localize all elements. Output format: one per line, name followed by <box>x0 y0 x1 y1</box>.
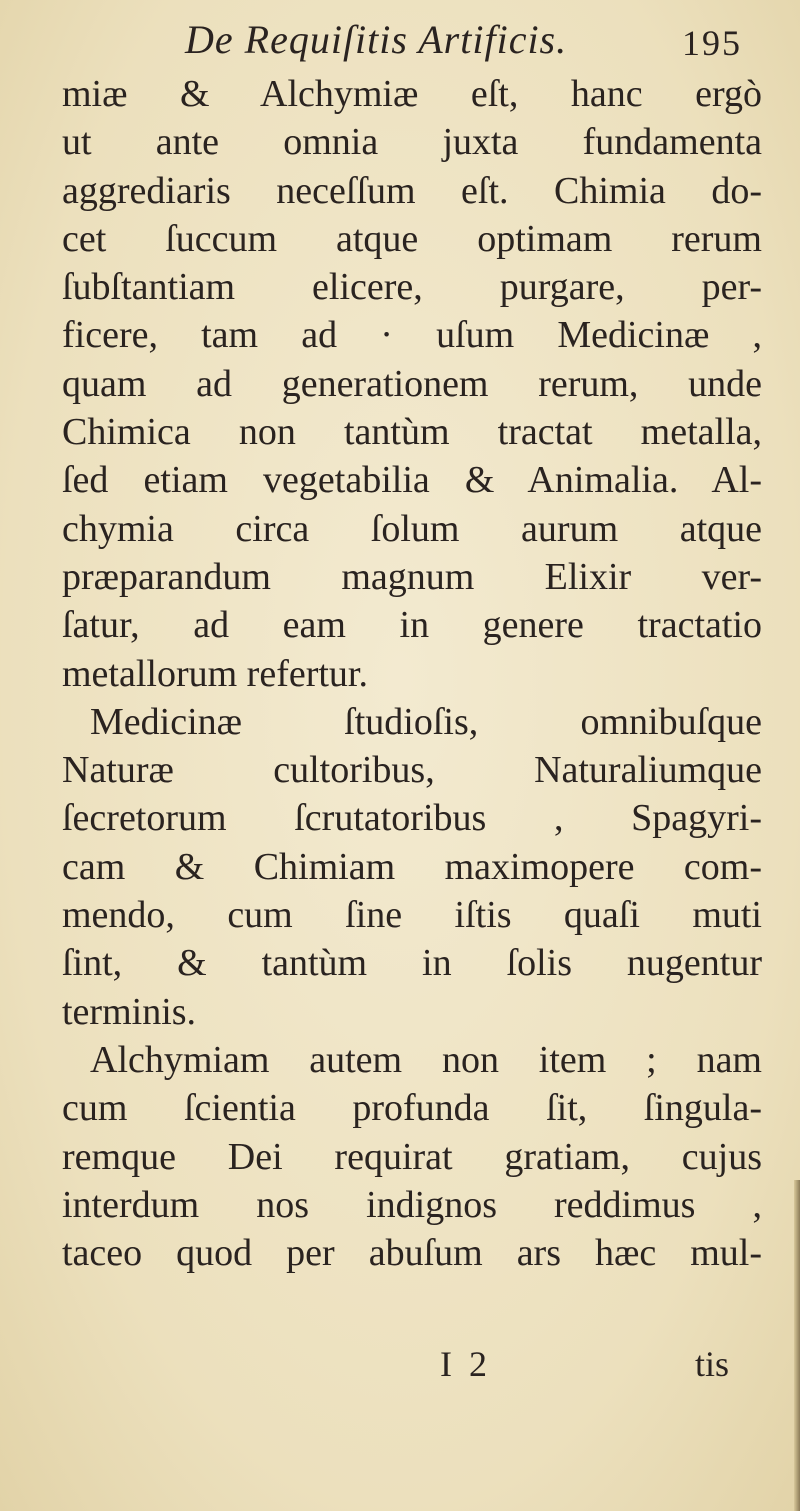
text-line: ut ante omnia juxta fundamenta <box>62 121 762 164</box>
paragraph-start-line: Medicinæ ſtudioſis, omnibuſque <box>90 700 762 743</box>
text-line: interdum nos indignos reddimus , <box>62 1183 762 1226</box>
paragraph-end-line: terminis. <box>62 990 197 1033</box>
signature-mark: I 2 <box>440 1344 491 1384</box>
text-line: chymia circa ſolum aurum atque <box>62 507 762 550</box>
text-line: præparandum magnum Elixir ver- <box>62 555 762 598</box>
page-number: 195 <box>682 23 742 63</box>
text-line: quam ad generationem rerum, unde <box>62 362 762 405</box>
text-line: Naturæ cultoribus, Naturaliumque <box>62 749 762 792</box>
text-line: cet ſuccum atque optimam rerum <box>62 217 762 260</box>
text-line: miæ & Alchymiæ eſt, hanc ergò <box>62 73 762 115</box>
catchword: tis <box>695 1344 730 1384</box>
text-line: ſecretorum ſcrutatoribus , Spagyri- <box>62 797 762 840</box>
text-line: ſatur, ad eam in genere tractatio <box>62 604 762 647</box>
page-header <box>0 12 800 72</box>
paragraph-end-line: metallorum refertur. <box>62 652 368 695</box>
text-line: cam & Chimiam maximopere com- <box>62 845 762 888</box>
text-line: ſubſtantiam elicere, purgare, per- <box>62 266 762 309</box>
text-line: ſed etiam vegetabilia & Animalia. Al- <box>62 459 762 502</box>
running-head: De Requiſitis Artificis. <box>185 17 568 62</box>
text-line: ſint, & tantùm in ſolis nugentur <box>62 942 762 985</box>
text-line: ficere, tam ad · uſum Medicinæ , <box>62 314 762 357</box>
text-line: cum ſcientia profunda ſit, ſingula- <box>62 1087 762 1130</box>
text-line: remque Dei requirat gratiam, cujus <box>62 1135 762 1178</box>
text-line: aggrediaris neceſſum eſt. Chimia do- <box>62 169 762 212</box>
text-line: mendo, cum ſine iſtis quaſi muti <box>62 894 762 937</box>
text-line: taceo quod per abuſum ars hæc mul- <box>62 1232 762 1275</box>
page-footer <box>0 1343 800 1393</box>
text-line: Chimica non tantùm tractat metalla, <box>62 411 762 454</box>
body-text <box>62 70 762 1277</box>
paragraph-start-line: Alchymiam autem non item ; nam <box>90 1038 762 1081</box>
